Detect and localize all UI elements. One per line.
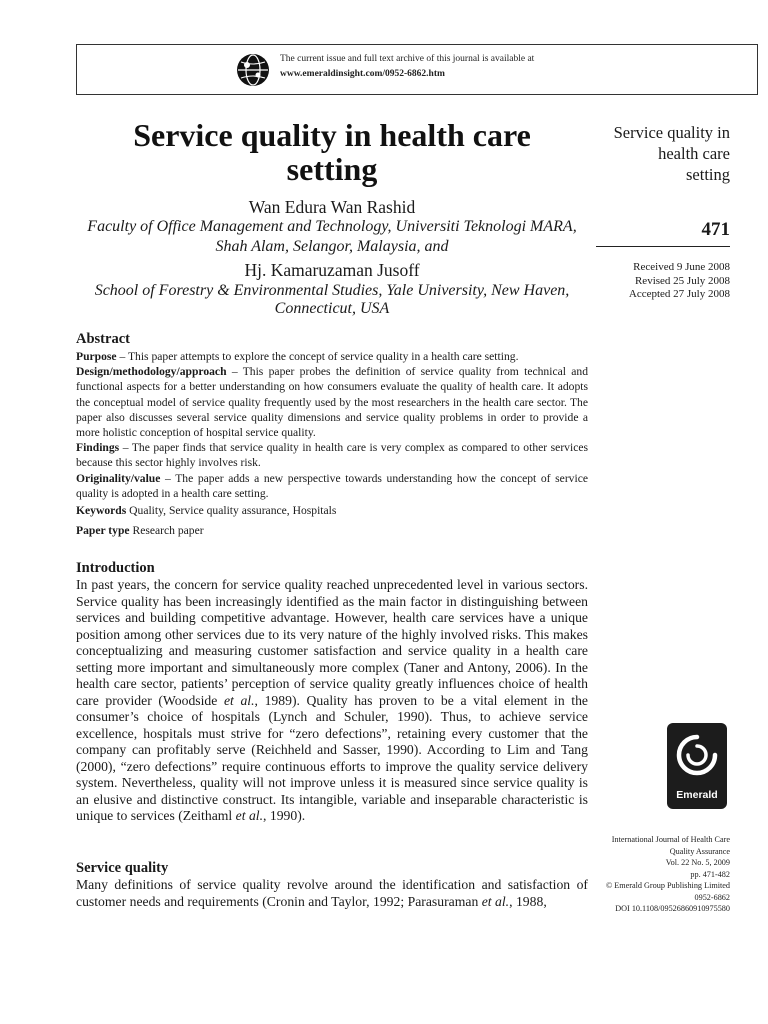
affiliation-1-line-2: Shah Alam, Selangor, Malaysia, and [215, 238, 449, 255]
volume-info: Vol. 22 No. 5, 2009 [665, 858, 730, 867]
affiliation-2-line-2: Connecticut, USA [274, 300, 390, 317]
pages-info: pp. 471-482 [690, 869, 730, 879]
affiliation-1-line-1: Faculty of Office Management and Technology, Universiti Teknologi MARA, [87, 218, 577, 235]
copyright-info: © Emerald Group Publishing Limited [605, 881, 730, 890]
abstract-design [76, 364, 588, 440]
availability-text: The current issue and full text archive of this journal is available at [280, 54, 535, 64]
running-title-line: health care [658, 144, 730, 163]
abstract-body [76, 349, 588, 538]
emerald-logo [667, 723, 727, 809]
et-al: et al. [223, 692, 255, 708]
title-line-2: setting [286, 151, 378, 187]
globe-icon [236, 53, 270, 87]
journal-url-link[interactable]: www.emeraldinsight.com/0952-6862.htm [280, 69, 445, 79]
paper-title [76, 118, 588, 186]
et-al: et al. [235, 808, 264, 823]
abstract-originality [76, 471, 588, 501]
service-quality-paragraph [76, 877, 588, 910]
sq-text-1: Many definitions of service quality revolve around the identification and satisfaction of customer needs and requirements (Cronin and Taylor, 1992; Parasuraman [76, 877, 588, 909]
intro-text-3: , 1990). [263, 808, 306, 823]
journal-availability-box [76, 44, 758, 95]
abstract-heading: Abstract [76, 331, 130, 347]
author-2: Hj. Kamaruzaman Jusoff [244, 260, 420, 280]
sq-text-2: , 1988, [509, 893, 547, 909]
paper-type-label: Paper type [76, 524, 130, 538]
intro-text-2: , 1989). Quality has proven to be a vital element in the consumer’s choice of hospitals (Lynch and Schuler, 1990). Thus, to achieve service excellence, hospitals must strive for “zero defections”, retaining every customer that the company can profitably serve (Reichheld and Sasser, 1990). According to Lim and Tang (2000), “zero defections” require continuous efforts to improve the quality service delivery system. Nevertheless, quality will not improve unless it is measured since service quality is an elusive and distinctive construct. Its intangible, variable and inseparable characteristic is unique to services (Zeithaml [76, 692, 589, 823]
introduction-paragraph [76, 577, 588, 825]
introduction-heading: Introduction [76, 560, 155, 576]
page-number: 471 [701, 219, 730, 240]
divider [596, 246, 730, 247]
keywords-label: Keywords [76, 504, 127, 518]
originality-text: – The paper adds a new perspective towards understanding how the concept of service quality is adopted in a health care setting. [76, 471, 588, 500]
journal-name-line: International Journal of Health Care [611, 835, 730, 844]
received-date: Received 9 June 2008 [633, 261, 730, 273]
intro-text-1: In past years, the concern for service quality reached unprecedented level in various sectors. Service quality has been increasingly identified as the main factor in distinguishing between services and building competitive advantage. However, health care services have a unique position among other services due to its very nature of the highly involved risks. This makes conceptualizing and measuring customer satisfaction and service quality in a health care setting more important and simultaneously more complex (Taner and Antony, 2006). In the health care sector, patients’ perception of service quality greatly influences choice of health care provider (Woodside [76, 577, 588, 708]
et-al: et al. [481, 893, 510, 909]
running-title-line: Service quality in [613, 123, 730, 142]
paper-type-text: Research paper [129, 524, 204, 538]
running-title [595, 122, 730, 185]
design-text: – This paper probes the definition of service quality from technical and functional aspects for a better understanding on how consumers evaluate the quality of health care. It adopts the conceptual model of service quality frequently used by the most researchers in the health care sector. The paper also discusses several service quality dimensions and service quality problems in order to provide a more holistic conception of hospital service quality. [76, 365, 588, 440]
originality-label: Originality/value [76, 471, 161, 485]
affiliation-2-line-1: School of Forestry & Environmental Studies, Yale University, New Haven, [94, 282, 570, 299]
findings-label: Findings [76, 441, 120, 455]
running-title-line: setting [686, 165, 730, 184]
purpose-label: Purpose [76, 350, 117, 363]
abstract-purpose [76, 349, 588, 364]
findings-text: – The paper finds that service quality in health care is very complex as compared to other services because this sector highly involves risk. [76, 441, 588, 470]
journal-name-line: Quality Assurance [669, 846, 730, 856]
purpose-text: – This paper attempts to explore the concept of service quality in a health care setting. [116, 350, 519, 363]
keywords [76, 503, 588, 518]
keywords-text: Quality, Service quality assurance, Hospitals [126, 504, 337, 518]
service-quality-heading: Service quality [76, 860, 169, 876]
journal-info [590, 834, 730, 915]
author-1: Wan Edura Wan Rashid [248, 197, 416, 217]
title-line-1: Service quality in health care [133, 117, 531, 153]
emerald-swirl-icon [675, 731, 719, 783]
emerald-logo-text: Emerald [676, 789, 718, 801]
revised-date: Revised 25 July 2008 [634, 274, 730, 287]
issn-info: 0952-6862 [694, 892, 730, 902]
doi-info: DOI 10.1108/09526860910975580 [615, 904, 730, 913]
article-dates [595, 261, 730, 302]
abstract-findings [76, 440, 588, 470]
design-label: Design/methodology/approach [76, 365, 227, 379]
paper-type [76, 523, 588, 538]
accepted-date: Accepted 27 July 2008 [628, 288, 730, 300]
